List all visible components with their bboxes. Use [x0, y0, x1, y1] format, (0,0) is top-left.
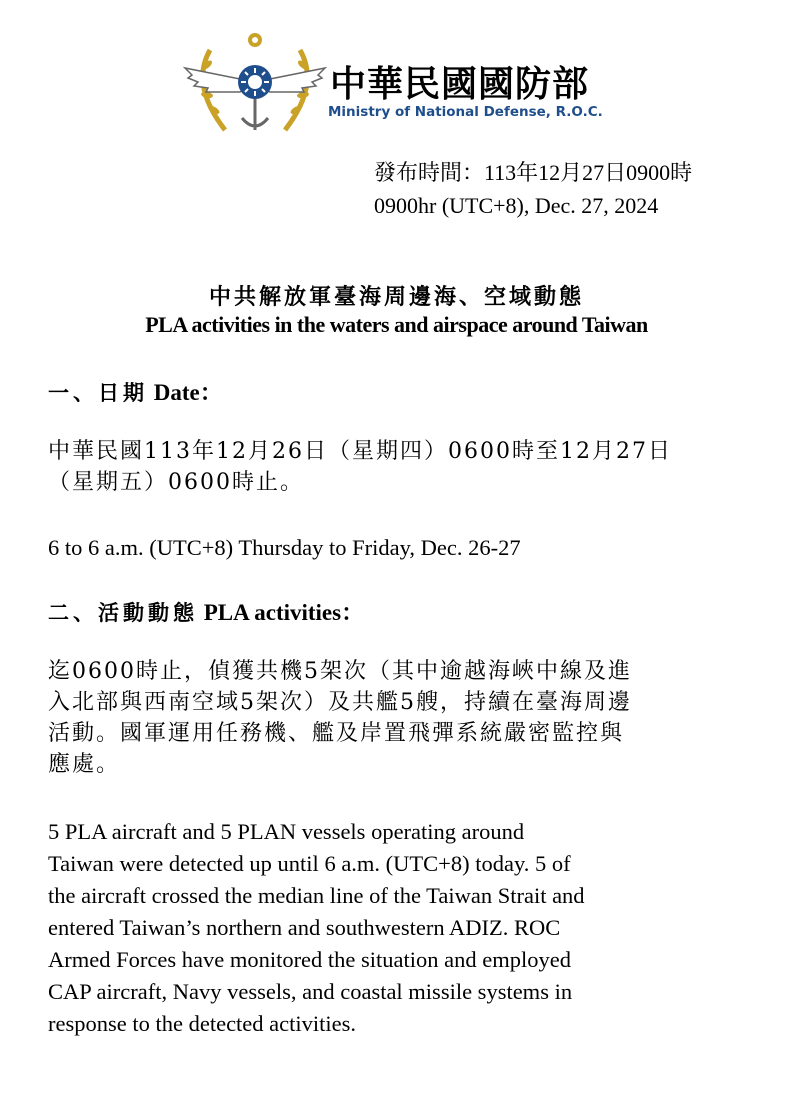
title-en: PLA activities in the waters and airspace around Taiwan: [145, 312, 648, 337]
section1-heading: [48, 374, 223, 407]
section2-body-en-line: Taiwan were detected up until 6 a.m. (UTC+8) today. 5 of: [48, 851, 571, 876]
section1-body-en: 6 to 6 a.m. (UTC+8) Thursday to Friday, Dec. 26-27: [48, 535, 521, 560]
ministry-of-national-defense-emblem-icon: [180, 30, 330, 140]
section2-body-en-line: 5 PLA aircraft and 5 PLAN vessels operating around: [48, 819, 525, 844]
section2-body-en-line: response to the detected activities.: [48, 1011, 357, 1036]
section2-body-zh-line: 迄0600時止，偵獲共機5架次（其中逾越海峽中線及進: [48, 659, 632, 684]
section2-body-zh-line: 入北部與西南空域5架次）及共艦5艘，持續在臺海周邊: [48, 690, 632, 715]
section2-body-en-line: Armed Forces have monitored the situation and employed: [48, 947, 571, 972]
org-name-zh: 中華民國國防部: [330, 64, 590, 105]
section2-body-en-line: entered Taiwan’s northern and southwestern ADIZ. ROC: [48, 915, 561, 940]
section1-body-zh-line: 中華民國113年12月26日（星期四）0600時至12月27日: [48, 439, 672, 464]
section2-body-en-line: CAP aircraft, Navy vessels, and coastal missile systems in: [48, 979, 573, 1004]
section2-body-en-line: the aircraft crossed the median line of the Taiwan Strait and: [48, 883, 585, 908]
section2-body-zh-line: 應處。: [48, 752, 121, 777]
ministry-logo: [180, 30, 620, 140]
section1-body-zh: [48, 436, 753, 498]
section2-body-zh-line: 活動。國軍運用任務機、艦及岸置飛彈系統嚴密監控與: [48, 721, 625, 746]
section1-heading-en: Date：: [153, 380, 223, 405]
section2-heading: [48, 594, 364, 627]
release-time-en: 0900hr (UTC+8), Dec. 27, 2024: [374, 193, 659, 218]
section1-heading-zh: 一、日期: [48, 380, 148, 405]
section2-body-en: [48, 816, 753, 1040]
org-name-en: Ministry of National Defense, R.O.C.: [328, 104, 603, 120]
section2-body-zh: [48, 656, 753, 780]
section2-heading-zh: 二、活動動態: [48, 600, 198, 625]
release-time-zh: 發布時間：113年12月27日0900時: [374, 160, 693, 185]
section1-body-zh-line: （星期五）0600時止。: [48, 470, 304, 495]
release-time: [374, 156, 692, 222]
section2-heading-en: PLA activities：: [203, 600, 365, 625]
title-zh: 中共解放軍臺海周邊海、空域動態: [208, 284, 584, 310]
